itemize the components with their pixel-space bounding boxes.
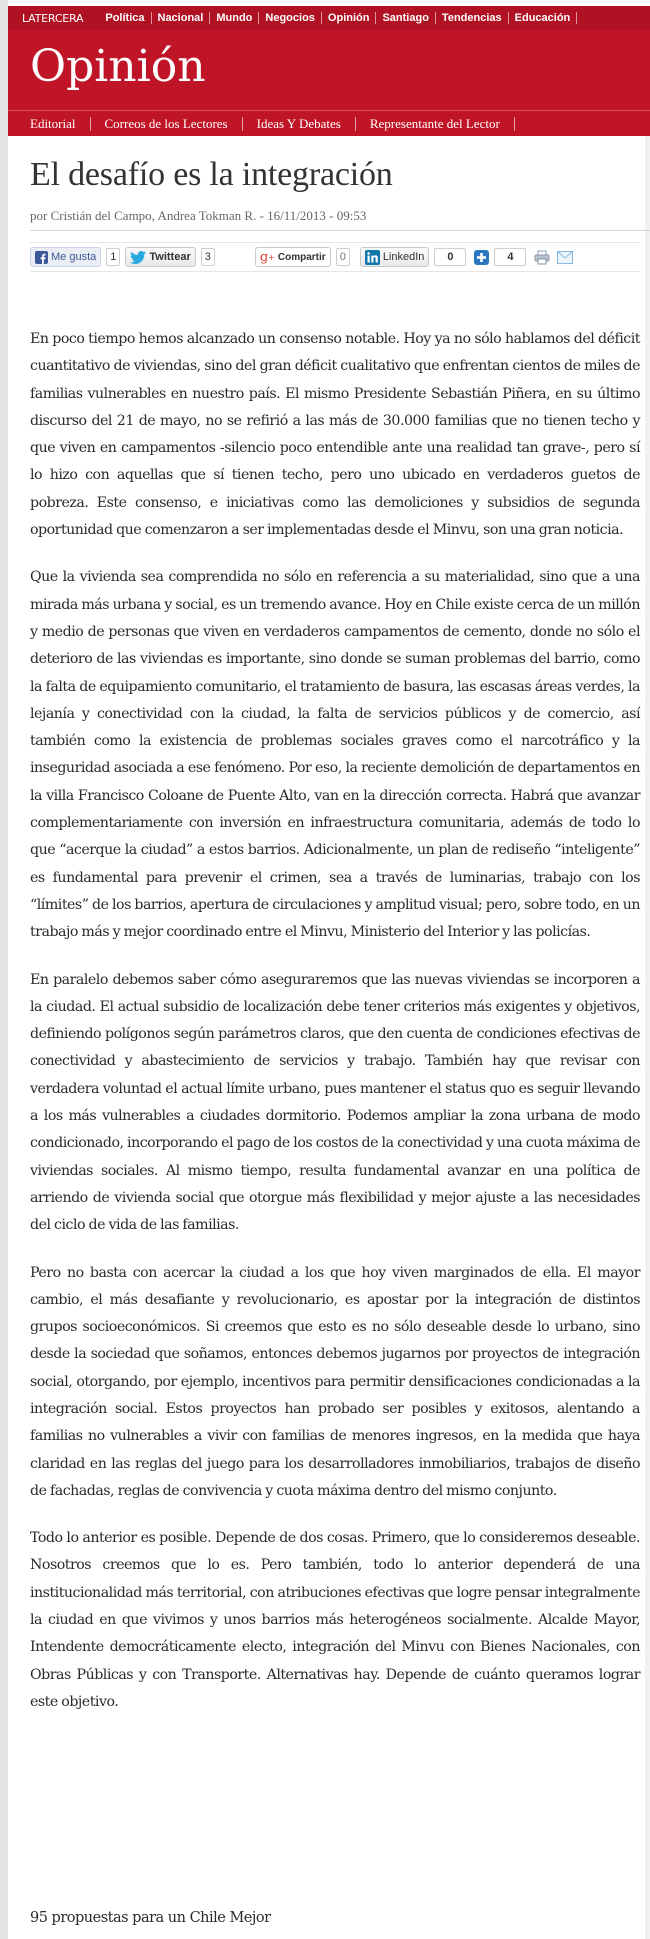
sub-nav-representante[interactable]: Representante del Lector <box>356 117 515 131</box>
top-nav-mundo[interactable]: Mundo <box>210 12 259 24</box>
top-nav-educacion[interactable]: Educación <box>509 12 578 24</box>
article-title: El desafío es la integración <box>30 156 393 193</box>
article-paragraph: Todo lo anterior es posible. Depende de dos cosas. Primero, que lo consideremos deseable. Nosotros creemos que lo es. Pero también, todo lo anterior dependerá de una institucionalidad más territorial, con atribuciones efectivas que logre pensar integralmente la ciudad en que vivimos y unos barrios más heterogéneos socialmente. Alcalde Mayor, Intendente democráticamente electo, integración del Minvu con Bienes Nacionales, con Obras Públicas y con Transporte. Alternativas hay. Depende de cuánto queramos lograr este objetivo. <box>30 1530 640 1710</box>
twitter-tweet-button[interactable] <box>125 247 195 267</box>
top-nav-opinion[interactable]: Opinión <box>322 12 377 24</box>
facebook-like-count: 1 <box>106 248 120 266</box>
twitter-icon <box>130 251 146 264</box>
top-nav-negocios[interactable]: Negocios <box>259 12 322 24</box>
print-icon[interactable] <box>534 250 550 265</box>
addthis-share-count: 4 <box>494 248 526 266</box>
google-plus-share-button[interactable] <box>255 247 331 267</box>
share-bar <box>30 242 640 272</box>
google-plus-icon: g + <box>259 249 275 265</box>
article-paragraph: Pero no basta con acercar la ciudad a los que hoy viven marginados de ella. El mayor cambio, el más desafiante y revolucionario, es apostar por la integración de distintos grupos socioeconómicos. Si creemos que esto es no sólo deseable desde lo urbano, sino desde la sociedad que soñamos, entonces debemos jugarnos por proyectos de integración social, otorgando, por ejemplo, incentivos para permitir densificaciones condicionadas a la integración social. Estos proyectos han probado ser posibles y exitosos, alentando a familias no vulnerables a vivir con familias de menores ingresos, en la medida que haya claridad en las reglas del juego para los desarrolladores inmobiliarios, trabajos de diseño de fachadas, reglas de convivencia y cuota máxima dentro del mismo conjunto. <box>30 1264 640 1499</box>
twitter-tweet-count: 3 <box>201 248 215 266</box>
google-plus-share-label: Compartir <box>277 251 326 263</box>
linkedin-icon <box>365 250 380 265</box>
article-byline: por Cristián del Campo, Andrea Tokman R. - 16/11/2013 - 09:53 <box>30 208 367 223</box>
facebook-like-button[interactable] <box>30 247 101 267</box>
top-nav-politica[interactable]: Política <box>99 12 151 24</box>
article-paragraph: Que la vivienda sea comprendida no sólo en referencia a su materialidad, sino que a una mirada más urbana y social, es un tremendo avance. Hoy en Chile existe cerca de un millón y medio de personas que viven en verdaderos campamentos de cemento, donde no sólo el deterioro de las viviendas es importante, sino donde se suman problemas del barrio, como la falta de equipamiento comunitario, el tratamiento de basura, las escasas áreas verdes, la lejanía y conectividad con la ciudad, la falta de servicios públicos y de comercio, así también como la existencia de problemas sociales graves como el narcotráfico y la inseguridad asociada a ese fenómeno. Por eso, la reciente demolición de departamentos en la villa Francisco Coloane de Puente Alto, van en la dirección correcta. Habrá que avanzar complementariamente con inversión en infraestructura comunitaria, además de todo lo que “acerque la ciudad” a estos barrios. Adicionalmente, un plan de rediseño “inteligente” es fundamental para prevenir el crimen, sea a través de luminarias, trabajo con los “límites” de los barrios, apertura de circulaciones y amplitud visual; pero, sobre todo, en un trabajo más y mejor coordinado entre el Minvu, Ministerio del Interior y las policías. <box>30 569 640 941</box>
page-left-margin <box>0 0 8 1939</box>
facebook-like-label: Me gusta <box>51 251 97 263</box>
sub-nav-ideas[interactable]: Ideas Y Debates <box>243 117 356 131</box>
sub-nav-correos[interactable]: Correos de los Lectores <box>91 117 243 131</box>
linkedin-share-count: 0 <box>434 248 466 266</box>
divider <box>30 230 650 231</box>
sub-nav-editorial[interactable]: Editorial <box>8 117 91 131</box>
page-frame <box>8 6 650 1939</box>
top-nav-nacional[interactable]: Nacional <box>152 12 211 24</box>
section-title[interactable]: Opinión <box>30 41 206 92</box>
content-right-border <box>645 136 650 1939</box>
facebook-icon <box>35 251 48 264</box>
sub-nav <box>8 110 650 136</box>
email-icon[interactable] <box>557 251 573 264</box>
article-body <box>30 326 640 1736</box>
article-paragraph: En paralelo debemos saber cómo aseguraremos que las nuevas viviendas se incorporen a la ciudad. El actual subsidio de localización debe tener criterios más exigentes y objetivos, definiendo polígonos según parámetros claros, que den cuenta de condiciones efectivas de conectividad y abastecimiento de servicios y trabajo. También hay que revisar con verdadera voluntad el actual límite urbano, pues mantener el status quo es seguir llevando a los más vulnerables a ciudades dormitorio. Podemos ampliar la zona urbana de modo condicionado, incorporando el pago de los costos de la conectividad y una cuota máxima de viviendas sociales. Al mismo tiempo, resulta fundamental avanzar en una política de arriendo de vivienda social que otorgue más flexibilidad y mejor ajuste a las necesidades del ciclo de vida de las familias. <box>30 971 640 1234</box>
plus-icon[interactable] <box>474 250 489 265</box>
top-nav <box>8 6 650 30</box>
linkedin-share-button[interactable] <box>360 247 430 267</box>
top-nav-tendencias[interactable]: Tendencias <box>436 12 509 24</box>
top-nav-santiago[interactable]: Santiago <box>376 12 435 24</box>
brand-logo[interactable]: LATERCERA <box>22 11 84 25</box>
twitter-tweet-label: Twittear <box>149 251 191 263</box>
google-plus-share-count: 0 <box>336 248 350 266</box>
linkedin-share-label: LinkedIn <box>382 251 425 263</box>
article-paragraph: En poco tiempo hemos alcanzado un consenso notable. Hoy ya no sólo hablamos del déficit cuantitativo de viviendas, sino del gran déficit cualitativo que enfrentan cientos de miles de familias vulnerables en nuestro país. El mismo Presidente Sebastián Piñera, en su último discurso del 21 de mayo, no se refirió a las más de 30.000 familias que no tienen techo y que viven en campamentos -silencio poco entendible ante una realidad tan grave-, pero sí lo hizo con aquellas que sí tienen techo, pero uno ubicado en verdaderos guetos de pobreza. Este consenso, e iniciativas como las demoliciones y subsidios de segunda oportunidad que comenzaron a ser implementadas desde el Minvu, son una gran noticia. <box>30 331 640 539</box>
related-link[interactable]: 95 propuestas para un Chile Mejor <box>30 1910 271 1926</box>
site-header <box>8 6 650 136</box>
